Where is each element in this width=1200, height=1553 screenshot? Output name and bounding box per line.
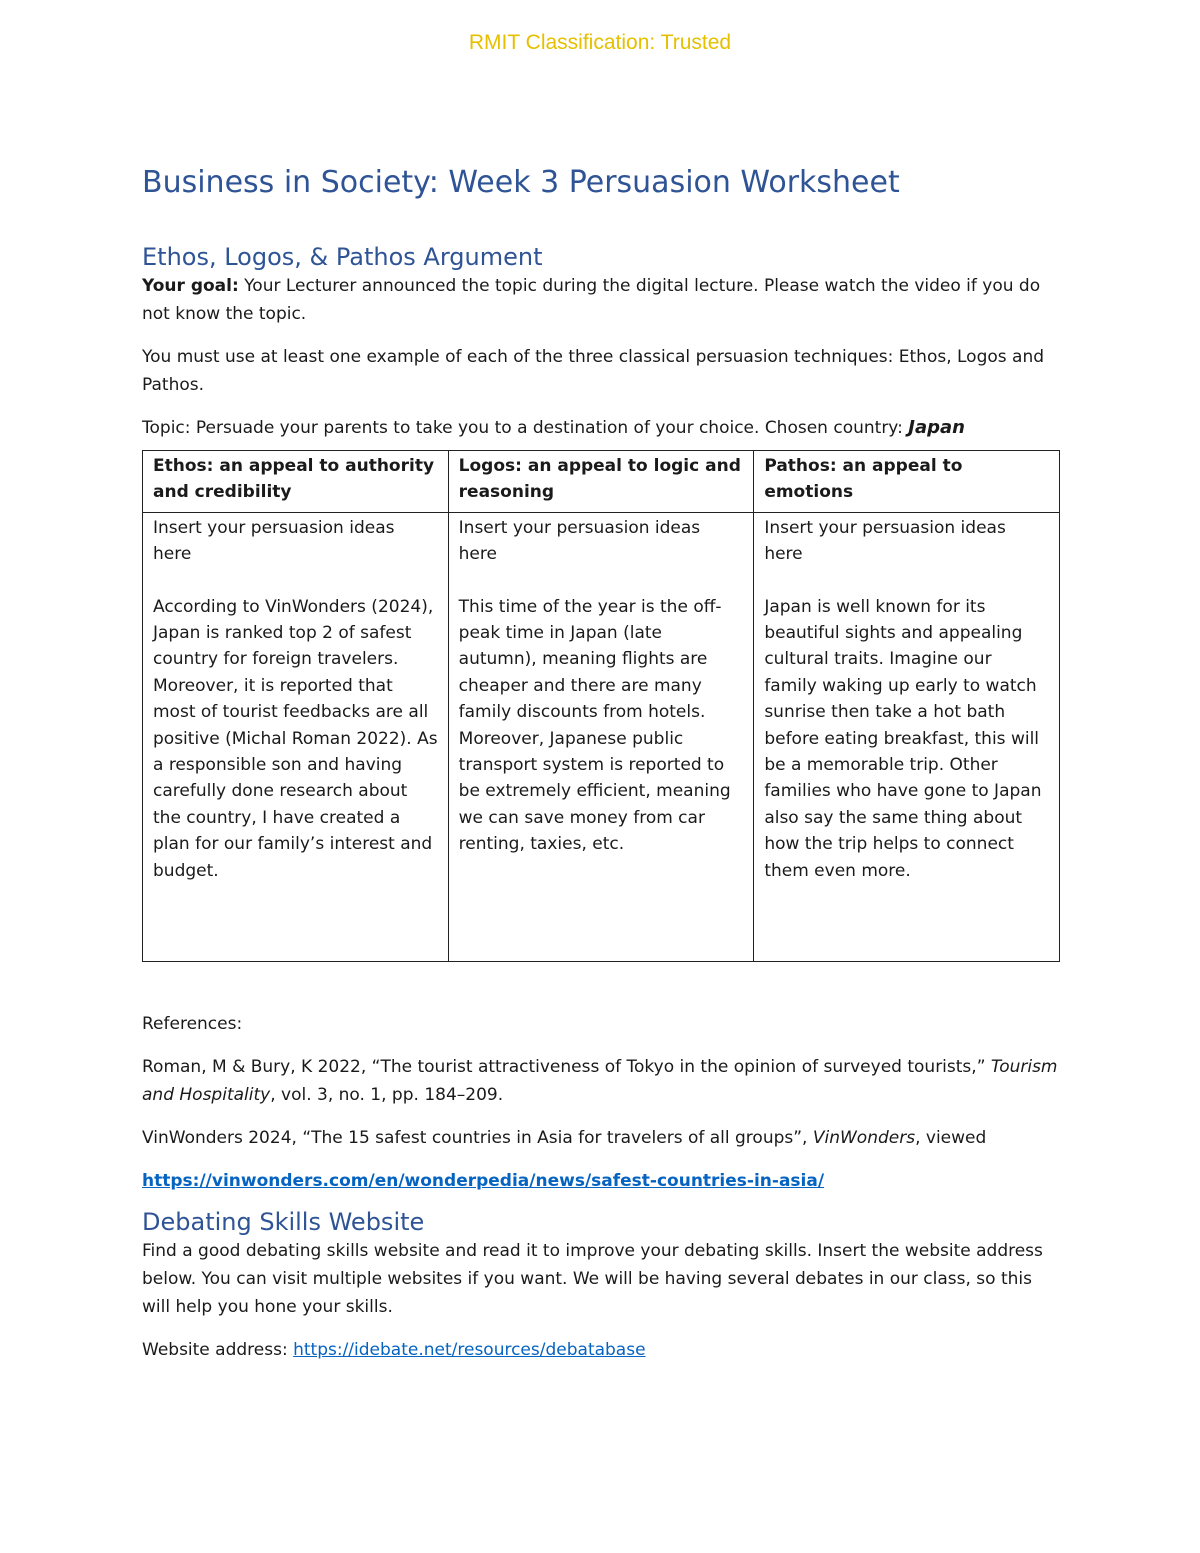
pathos-header: Pathos: an appeal to emotions bbox=[754, 451, 1060, 513]
goal-paragraph bbox=[142, 272, 1060, 328]
topic-paragraph bbox=[142, 414, 1060, 442]
ethos-cell[interactable] bbox=[143, 512, 449, 961]
topic-country: Japan bbox=[908, 417, 965, 438]
reference-1-journal: Tourism and Hospitality bbox=[142, 1056, 1058, 1105]
website-line bbox=[142, 1336, 1060, 1364]
ethos-content: According to VinWonders (2024), Japan is ranked top 2 of safest country for foreign travelers. Moreover, it is reported that most of tourist feedbacks are all positive (Michal Roman 2022). As a responsible son and having carefully done research about the country, I have created a plan for our family’s interest and budget. bbox=[153, 596, 438, 881]
reference-2-site: VinWonders bbox=[812, 1127, 916, 1148]
document-title: Business in Society: Week 3 Persuasion Worksheet bbox=[142, 165, 900, 200]
website-label: Website address: bbox=[142, 1339, 294, 1360]
reference-2-text: VinWonders 2024, “The 15 safest countries in Asia for travelers of all groups”, bbox=[142, 1127, 813, 1148]
table-row bbox=[143, 512, 1060, 961]
goal-text: Your Lecturer announced the topic during the digital lecture. Please watch the video if you do not know the topic. bbox=[142, 276, 1041, 324]
debating-paragraph: Find a good debating skills website and read it to improve your debating skills. Insert the website address below. You can visit multiple websites if you want. We will be having several debates in our class, so this will help you hone your skills. bbox=[142, 1240, 1043, 1317]
reference-1-text: Roman, M & Bury, K 2022, “The tourist attractiveness of Tokyo in the opinion of surveyed tourists,” bbox=[142, 1056, 991, 1077]
reference-2-viewed: , viewed bbox=[915, 1127, 987, 1148]
website-link[interactable]: https://idebate.net/resources/debatabase bbox=[293, 1339, 646, 1360]
reference-2-url-line bbox=[142, 1167, 1060, 1195]
document-body bbox=[142, 163, 1060, 1364]
logos-cell[interactable] bbox=[448, 512, 754, 961]
persuasion-table bbox=[142, 450, 1060, 962]
logos-content: This time of the year is the off-peak time in Japan (late autumn), meaning flights are cheaper and there are many family discounts from hotels. Moreover, Japanese public transport system is reported to be extremely efficient, meaning we can save money from car renting, taxies, etc. bbox=[458, 596, 731, 855]
section-heading-persuasion: Ethos, Logos, & Pathos Argument bbox=[142, 243, 543, 271]
classification-label: RMIT Classification: Trusted bbox=[468, 31, 732, 54]
pathos-placeholder: Insert your persuasion ideas here bbox=[764, 517, 1006, 565]
pathos-cell[interactable] bbox=[754, 512, 1060, 961]
reference-2 bbox=[142, 1124, 1060, 1152]
topic-text: Topic: Persuade your parents to take you to a destination of your choice. Chosen country: bbox=[142, 418, 909, 438]
logos-placeholder: Insert your persuasion ideas here bbox=[458, 517, 701, 565]
instruction-paragraph: You must use at least one example of each of the three classical persuasion techniques: Ethos, Logos and Pathos. bbox=[142, 347, 1045, 395]
ethos-header: Ethos: an appeal to authority and credibility bbox=[143, 451, 449, 513]
goal-label: Your goal: bbox=[142, 276, 239, 296]
reference-1 bbox=[142, 1053, 1060, 1109]
pathos-content: Japan is well known for its beautiful sights and appealing cultural traits. Imagine our family waking up early to watch sunrise then take a hot bath before eating breakfast, this will be a memorable trip. Other families who have gone to Japan also say the same thing about how the trip helps to connect them even more. bbox=[764, 596, 1042, 881]
table-header-row bbox=[143, 451, 1060, 513]
ethos-placeholder: Insert your persuasion ideas here bbox=[153, 517, 395, 565]
reference-1-details: , vol. 3, no. 1, pp. 184–209. bbox=[270, 1084, 504, 1105]
logos-header: Logos: an appeal to logic and reasoning bbox=[448, 451, 754, 513]
references-label: References: bbox=[142, 1013, 243, 1034]
section-heading-debating: Debating Skills Website bbox=[142, 1207, 425, 1236]
reference-2-link[interactable]: https://vinwonders.com/en/wonderpedia/news/safest-countries-in-asia/ bbox=[142, 1170, 825, 1191]
